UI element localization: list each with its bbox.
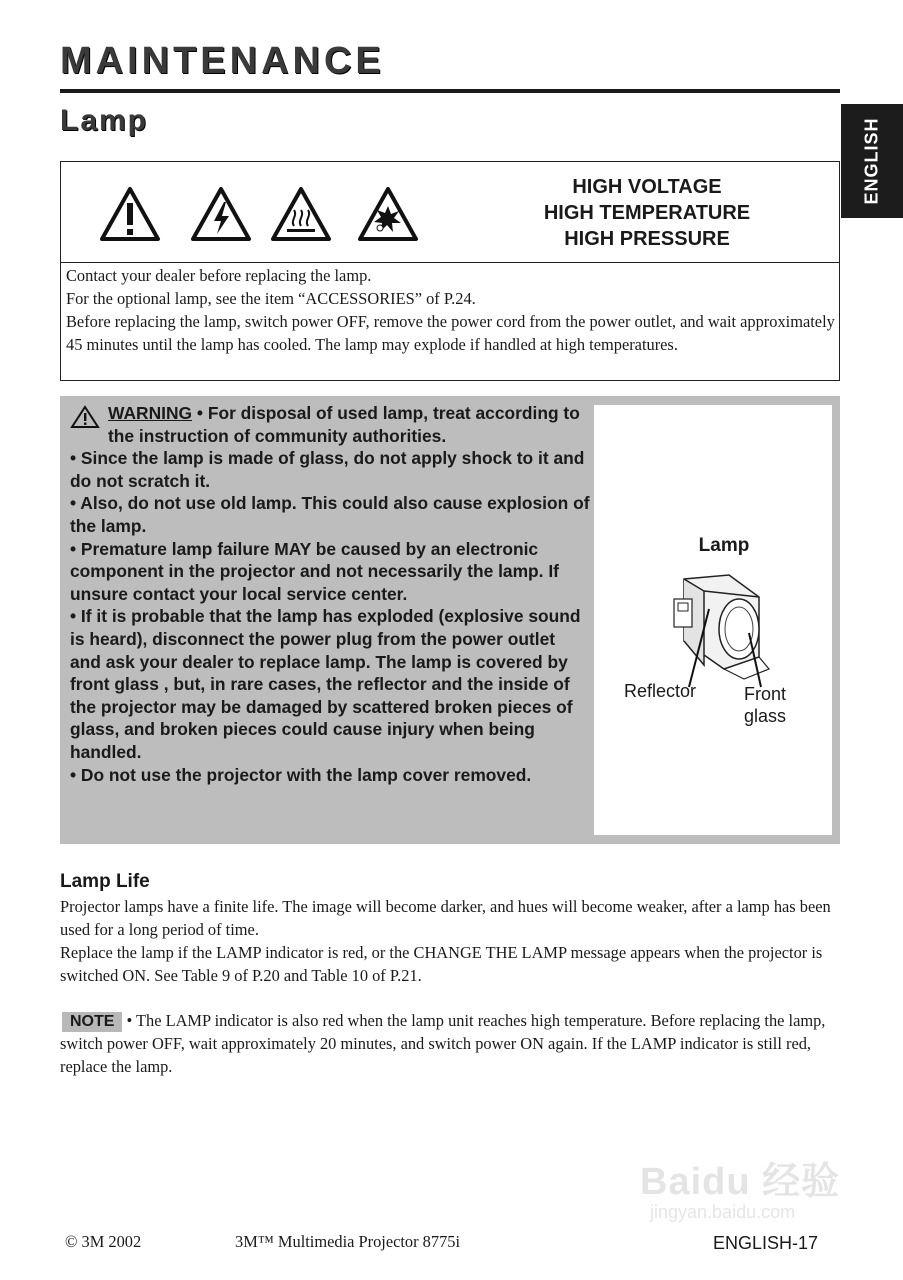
warning-label: WARNING — [108, 403, 193, 423]
warning-bullet: • Also, do not use old lamp. This could also cause explosion of the lamp. — [70, 493, 590, 536]
hazard-heading: HIGH PRESSURE — [564, 228, 730, 250]
hazard-line: For the optional lamp, see the item “ACCESSORIES” of P.24. — [66, 289, 476, 308]
reflector-label: Reflector — [624, 681, 697, 701]
warning-box — [60, 396, 840, 844]
page-title: MAINTENANCE — [60, 40, 385, 82]
watermark — [640, 1140, 850, 1230]
warning-first-item — [70, 402, 590, 447]
warning-text — [70, 402, 590, 786]
warning-bullet: • Do not use the projector with the lamp cover removed. — [70, 764, 532, 785]
warning-exclamation-icon — [99, 186, 161, 242]
lamp-life-text — [60, 895, 850, 987]
title-rule — [60, 89, 840, 93]
section-title: Lamp — [60, 104, 149, 137]
watermark-url: jingyan.baidu.com — [650, 1202, 796, 1222]
warning-bullet: • If it is probable that the lamp has exploded (explosive sound is heard), disconnect the power plug from the power outlet and ask your dealer to replace lamp. The lamp is covered by front glass , but, in rare cases, the reflector and the inside of the projector may be damaged by scattered broken pieces of glass, and broken pieces could cause injury when being handled. — [70, 606, 581, 762]
hot-surface-icon — [270, 186, 332, 242]
warning-triangle-icon — [70, 405, 100, 429]
hazard-box — [60, 161, 840, 381]
footer-copyright: © 3M 2002 — [65, 1232, 142, 1251]
footer-page-number: ENGLISH-17 — [713, 1233, 819, 1253]
hazard-heading: HIGH VOLTAGE — [572, 176, 722, 198]
footer-product: 3M™ Multimedia Projector 8775i — [235, 1232, 461, 1251]
hazard-heading: HIGH TEMPERATURE — [543, 202, 751, 224]
language-tab — [841, 104, 903, 218]
lamp-unit-illustration — [634, 569, 794, 689]
warning-bullet: • Premature lamp failure MAY be caused by an electronic component in the projector and not necessarily the lamp. If unsure contact your local service center. — [70, 538, 559, 604]
watermark-logo: Baidu 经验 — [640, 1161, 841, 1203]
note-block — [60, 1009, 850, 1078]
hazard-headings — [509, 174, 785, 252]
front-glass-label — [744, 683, 786, 727]
warning-bullet: • Since the lamp is made of glass, do not apply shock to it and do not scratch it. — [70, 448, 585, 491]
hazard-line: Contact your dealer before replacing the lamp. — [66, 266, 372, 285]
figure-title: Lamp — [698, 535, 750, 556]
warning-bullet: • For disposal of used lamp, treat according to the instruction of community authorities. — [108, 403, 580, 446]
electric-shock-icon — [190, 186, 252, 242]
lamp-life-title: Lamp Life — [60, 871, 150, 892]
note-text: • The LAMP indicator is also red when the lamp unit reaches high temperature. Before replacing the lamp, switch power OFF, wait approximately 20 minutes, and switch power ON again. If the LAMP indicator is still red, replace the lamp. — [60, 1011, 826, 1076]
hazard-line: Before replacing the lamp, switch power OFF, remove the power cord from the power outlet, and wait approximately 45 minutes until the lamp has cooled. The lamp may explode if handled at high temperatures. — [66, 312, 835, 354]
language-tab-label: ENGLISH — [861, 117, 882, 205]
lamp-life-line: Projector lamps have a finite life. The image will become darker, and hues will become weaker, after a lamp has been used for a long period of time. — [60, 897, 831, 939]
note-badge: NOTE — [62, 1012, 122, 1032]
lamp-life-line: Replace the lamp if the LAMP indicator is red, or the CHANGE THE LAMP message appears when the projector is switched ON. See Table 9 of P.20 and Table 10 of P.21. — [60, 943, 823, 985]
hazard-instructions — [66, 264, 836, 356]
front-glass-label-line: glass — [744, 706, 787, 726]
front-glass-label-line: Front — [744, 684, 787, 704]
explosion-icon — [357, 186, 419, 242]
hazard-icon-row — [61, 162, 839, 263]
lamp-figure — [594, 405, 832, 835]
